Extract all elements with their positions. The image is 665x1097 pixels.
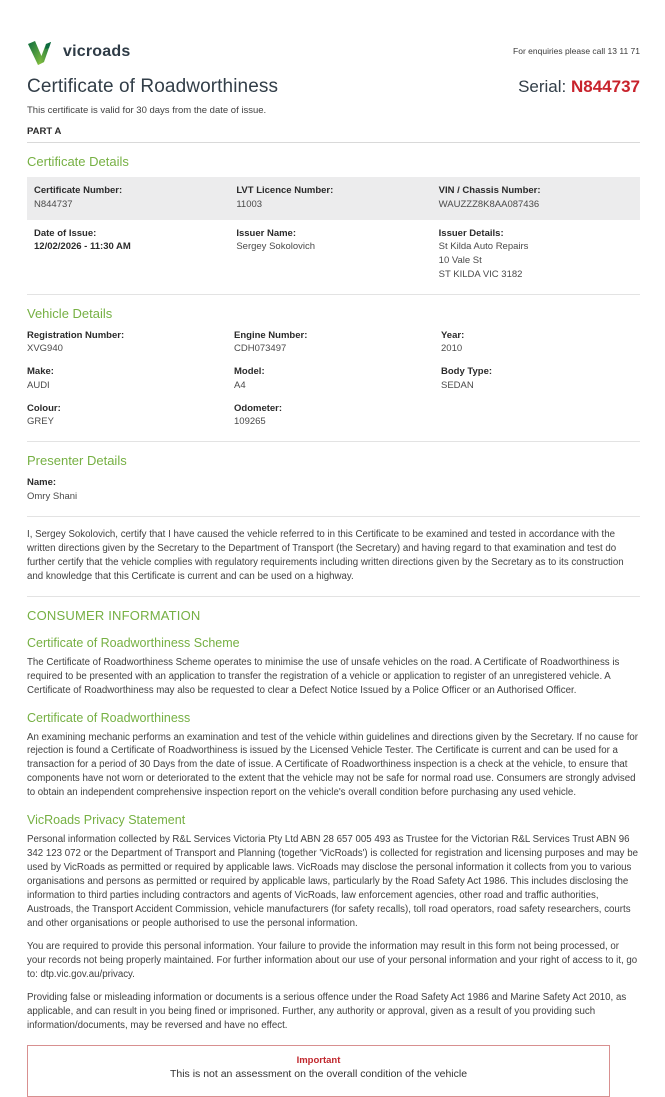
field-vin-chassis-number — [439, 184, 633, 212]
field-registration-number — [27, 329, 226, 357]
vicroads-tick-icon — [27, 38, 59, 66]
field-label: Issuer Name: — [236, 227, 296, 239]
field-label: Date of Issue: — [34, 227, 97, 239]
field-value-line: 10 Vale St — [438, 255, 482, 267]
field-label: VIN / Chassis Number: — [438, 185, 541, 196]
privacy-statement-heading: VicRoads Privacy Statement — [27, 813, 186, 828]
field-label: Engine Number: — [234, 329, 308, 341]
page-title: Certificate of Roadworthiness — [27, 76, 279, 97]
field-value: 12/02/2026 - 11:30 AM — [34, 241, 131, 253]
serial-value: N844737 — [570, 77, 640, 96]
field-label: Odometer: — [234, 402, 283, 414]
validity-note: This certificate is valid for 30 days from the date of issue. — [27, 105, 267, 116]
vicroads-logo-text: vicroads — [63, 43, 131, 60]
certificate-details-row-2 — [27, 220, 640, 282]
field-value: WAUZZZ8K8AA087436 — [438, 198, 540, 210]
field-value-line: ST KILDA VIC 3182 — [438, 268, 523, 280]
field-value: 2010 — [441, 343, 463, 355]
field-year — [441, 329, 640, 357]
field-engine-number — [234, 329, 433, 357]
field-value-line: St Kilda Auto Repairs — [438, 241, 529, 253]
field-label: Issuer Details: — [438, 227, 504, 239]
field-odometer — [234, 402, 433, 430]
page-header — [27, 38, 640, 66]
serial-label: Serial: — [518, 77, 567, 96]
roadworthiness-heading: Certificate of Roadworthiness — [27, 710, 191, 725]
field-issuer-details — [439, 227, 633, 282]
important-title: Important — [296, 1054, 341, 1066]
field-presenter-name — [27, 476, 640, 504]
scheme-paragraph: The Certificate of Roadworthiness Scheme operates to minimise the use of unsafe vehicles on the road. A Certificate of Roadworthiness is required to be presented with an application to transfer the registration of a vehicle or application to register of an unregistered vehicle. A Certificate of Roadworthiness may also be requested to clear a Defect Notice Issued by a Police Officer or an Authorised Officer. — [27, 656, 620, 696]
field-label: Body Type: — [441, 366, 493, 378]
section-divider — [27, 294, 640, 295]
privacy-paragraph-1: Personal information collected by R&L Services Victoria Pty Ltd ABN 28 657 005 493 as Trustee for the Victorian R&L Services Trust ABN 96 342 123 072 or the Department of Transport and Planning (together 'VicRoads') is collected for registration and licensing purposes and may be used by VicRoads as permitted or required by applicable laws. VicRoads may disclose the personal information it collects from you to various organisations and persons as permitted or required by applicable laws, particularly by the Road Safety Act 1986. This includes disclosing the information to third parties including contractors and agents of VicRoads, law enforcement agencies, other road and traffic authorities, Austroads, the Transport Accident Commission, vehicle manufacturers (for safety recalls), toll road operators, road safety researchers, courts and other organisations or people authorised to use the personal information. — [27, 834, 638, 930]
certificate-details-heading: Certificate Details — [27, 154, 129, 169]
important-text: This is not an assessment on the overall condition of the vehicle — [169, 1067, 468, 1080]
section-divider — [27, 516, 640, 517]
field-model — [234, 365, 433, 393]
field-certificate-number — [34, 184, 228, 212]
vehicle-details-row-1 — [27, 329, 640, 357]
field-value: SEDAN — [441, 379, 474, 391]
field-issuer-name — [236, 227, 430, 282]
field-label: Make: — [27, 366, 54, 378]
field-label: Name: — [27, 477, 57, 489]
field-label: Certificate Number: — [34, 185, 123, 196]
field-value: Sergey Sokolovich — [236, 241, 316, 253]
field-make — [27, 365, 226, 393]
field-value: 109265 — [234, 416, 266, 428]
field-value: N844737 — [34, 198, 73, 210]
serial-number — [518, 77, 640, 97]
title-row — [27, 76, 640, 98]
field-label: Model: — [234, 366, 265, 378]
field-label: Registration Number: — [27, 329, 125, 341]
vicroads-logo — [27, 38, 130, 66]
roadworthiness-paragraph: An examining mechanic performs an examination and test of the vehicle within guidelines and directions given by the Secretary. If no cause for rejection is found a Certificate of Roadworthiness is issued by the Licensed Vehicle Tester. The Certificate is current and can be used for a transaction for a period of 30 Days from the date of issue. A Certificate of Roadworthiness inspection is a check at the vehicle, to ensure that components have not worn or deteriorated to the extent that the vehicle may not be safe for normal road use. Consumers are strongly advised to obtain an independent comprehensive inspection report on the vehicle's overall condition before purchasing any used vehicle. — [27, 731, 639, 799]
field-value: A4 — [234, 379, 246, 391]
part-a-label: PART A — [27, 126, 640, 143]
field-body-type — [441, 365, 640, 393]
important-notice-box — [27, 1045, 610, 1097]
field-empty — [441, 402, 640, 430]
field-value: GREY — [27, 416, 54, 428]
section-divider — [27, 441, 640, 442]
field-value: XVG940 — [27, 343, 63, 355]
field-label: Colour: — [27, 402, 61, 414]
vehicle-details-heading: Vehicle Details — [27, 305, 113, 321]
field-lvt-licence-number — [236, 184, 430, 212]
field-label: Year: — [441, 329, 465, 341]
section-divider — [27, 596, 640, 597]
field-date-of-issue — [34, 227, 228, 282]
certificate-details-row-1 — [27, 177, 640, 220]
field-value: CDH073497 — [234, 343, 287, 355]
presenter-details-heading: Presenter Details — [27, 453, 127, 469]
field-value: Omry Shani — [27, 490, 78, 502]
vehicle-details-row-2 — [27, 365, 640, 393]
scheme-heading: Certificate of Roadworthiness Scheme — [27, 635, 240, 650]
field-value: 11003 — [236, 198, 263, 210]
field-colour — [27, 402, 226, 430]
field-label: LVT Licence Number: — [236, 185, 334, 196]
vehicle-details-row-3 — [27, 402, 640, 430]
consumer-information-heading: CONSUMER INFORMATION — [27, 607, 201, 623]
enquiries-note: For enquiries please call 13 11 71 — [513, 46, 640, 56]
privacy-paragraph-3: Providing false or misleading information or documents is a serious offence under the Road Safety Act 1986 and Marine Safety Act 2010, as applicable, and can result in you being fined or imprisoned. Further, any authority or approval, given as a result of you providing such information/documents, may be reversed and have no effect. — [27, 992, 627, 1031]
field-value: AUDI — [27, 379, 50, 391]
certification-statement: I, Sergey Sokolovich, certify that I have caused the vehicle referred to in this Certificate to be examined and tested in accordance with the written directions given by the Secretary to the Department of Transport (the Secretary) and having regard to that examination and test do further certify that the vehicle complies with regulatory requirements including written directions given by the Secretary as to its construction and knowledge that this Certificate is current and can be used on a highway. — [27, 528, 624, 582]
privacy-paragraph-2: You are required to provide this personal information. Your failure to provide the information may result in this form not being processed, or your records not being properly maintained. For further information about our use of your personal information and your right of access to it, go to: dtp.vic.gov.au/privacy. — [27, 941, 638, 981]
